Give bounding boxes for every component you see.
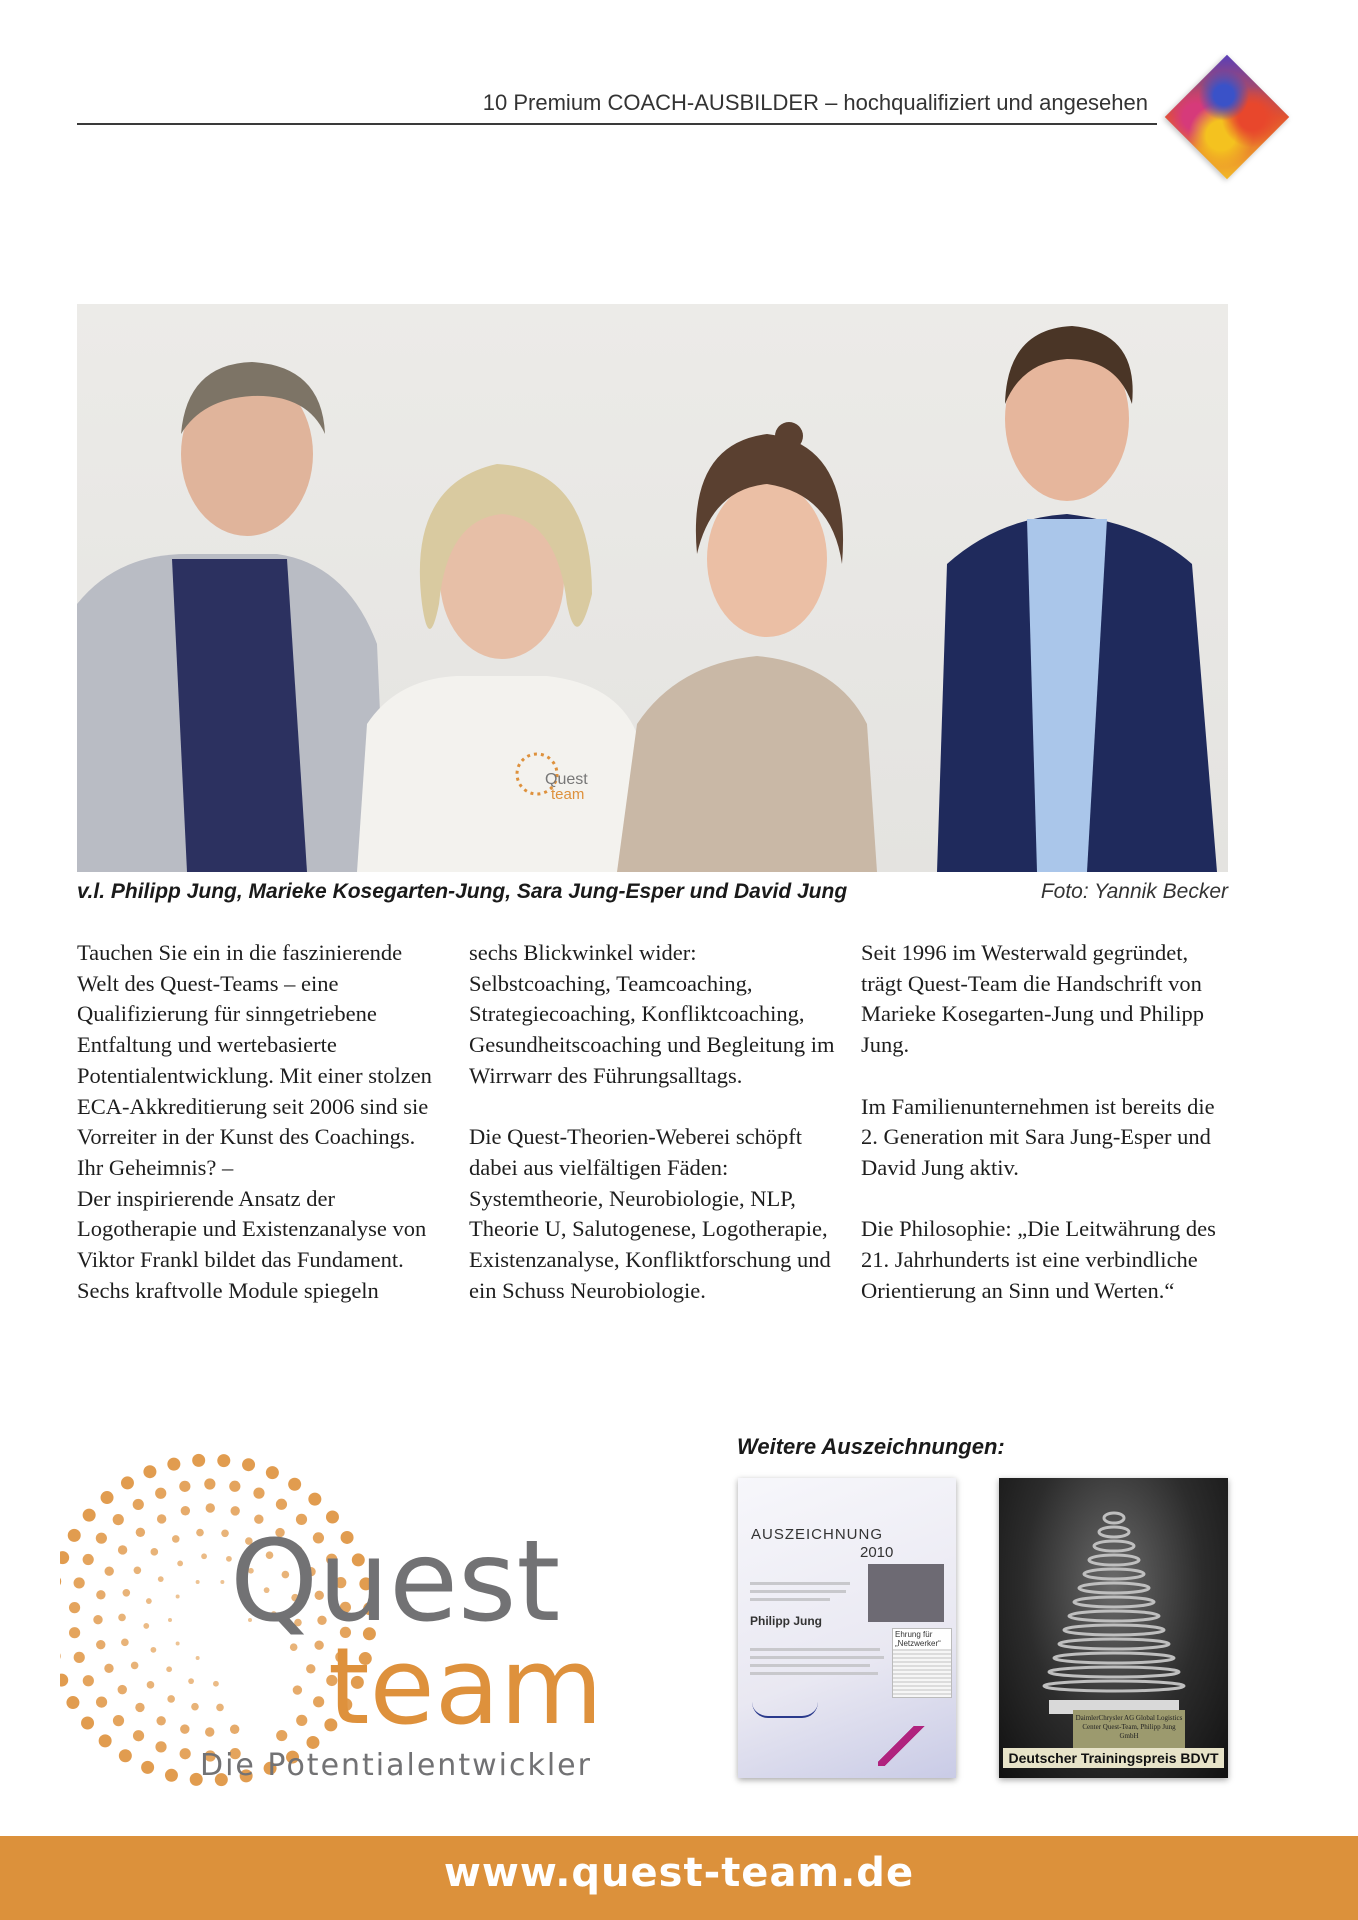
logo-dot <box>104 1664 113 1673</box>
logo-dot <box>196 1529 204 1537</box>
column-3-paragraph-3: Die Philosophie: „Die Leitwährung des 21. Jahrhunderts ist eine verbindliche Orientierung an Sinn und Werten.“ <box>861 1216 1216 1303</box>
logo-dot <box>180 1748 191 1759</box>
logo-dot <box>121 1476 134 1489</box>
person-philipp-jung <box>77 362 387 872</box>
certificate-recipient: Philipp Jung <box>750 1614 822 1628</box>
logo-dot <box>181 1506 190 1515</box>
trophy-coil <box>1099 1527 1129 1537</box>
header-divider <box>77 123 1157 125</box>
logo-dot <box>60 1650 61 1663</box>
trophy-coil <box>1074 1597 1154 1607</box>
trophy-coil <box>1089 1555 1139 1565</box>
certificate-year: 2010 <box>860 1544 894 1561</box>
logo-dot <box>74 1577 85 1588</box>
logo-dot <box>216 1704 224 1712</box>
logo-dot <box>68 1529 81 1542</box>
logo-dot <box>81 1716 94 1729</box>
column-1-paragraph: Tauchen Sie ein in die faszinierende Welt des Quest-Teams – eine Qualifizierung für sinngetriebene Entfaltung und wertebasierte Potentialentwicklung. Mit einer stolzen ECA-Akkreditierung seit 2006 sind sie Vorreiter in der Kunst des Coachings. Ihr Geheimnis? – Der inspirierende Ansatz der Logotherapie und Existenzanalyse von Viktor Frankl bildet das Fundament. Sechs kraftvolle Module spiegeln <box>77 940 432 1303</box>
logo-dot <box>101 1491 114 1504</box>
logo-dot <box>213 1681 219 1687</box>
logo-dot <box>151 1548 159 1556</box>
logo-dot <box>157 1514 166 1523</box>
photo-credit: Foto: Yannik Becker <box>1040 880 1228 903</box>
trophy-label: Deutscher Trainingspreis BDVT <box>999 1748 1228 1768</box>
logo-tagline: Die Potentialentwickler <box>200 1748 592 1783</box>
logo-dot <box>99 1734 112 1747</box>
trophy-coil <box>1084 1569 1144 1579</box>
column-2-paragraph-1: sechs Blickwinkel wider: Selbstcoaching, Teamcoaching, Strategiecoaching, Konfliktcoaching, Gesundheitscoaching und Begleitung im Wirrwarr des Führungsalltags. <box>469 940 835 1088</box>
logo-dot <box>118 1545 127 1554</box>
logo-dot <box>253 1488 264 1499</box>
footer-bar <box>0 1836 1358 1920</box>
logo-dot <box>135 1703 144 1712</box>
award-certificate-2010 <box>738 1478 956 1778</box>
text-column-3 <box>861 938 1231 1306</box>
trophy-coil <box>1079 1583 1149 1593</box>
logo-dot <box>229 1481 240 1492</box>
awards-heading: Weitere Auszeichnungen: <box>737 1434 1005 1459</box>
logo-dot <box>230 1506 239 1515</box>
logo-dot <box>177 1560 183 1566</box>
logo-dot <box>74 1652 85 1663</box>
logo-dot <box>118 1614 126 1622</box>
signature <box>752 1702 818 1718</box>
team-photo-illustration <box>77 304 1228 872</box>
logo-dot <box>165 1769 178 1782</box>
person-david-jung <box>937 326 1217 872</box>
person-sara-jung-esper <box>617 422 877 872</box>
logo-word-quest: Quest <box>230 1517 561 1647</box>
logo-dot <box>83 1509 96 1522</box>
logo-dot <box>230 1725 239 1734</box>
trophy-coil <box>1069 1611 1159 1621</box>
logo-dot <box>113 1715 124 1726</box>
trophy-coil <box>1049 1667 1179 1677</box>
certificate-news-clipping: Ehrung für „Netzwerker“ <box>892 1628 952 1698</box>
trophy-coil <box>1054 1653 1174 1663</box>
logo-dot <box>143 1465 156 1478</box>
logo-dot <box>150 1647 156 1653</box>
logo-dot <box>83 1554 94 1565</box>
logo-dot <box>176 1594 180 1598</box>
logo-dot <box>143 1623 149 1629</box>
logo-dot <box>168 1618 172 1622</box>
logo-dot <box>131 1662 139 1670</box>
logo-dot <box>105 1566 114 1575</box>
quest-team-logo <box>60 1440 620 1800</box>
logo-dot <box>201 1553 207 1559</box>
logo-dot <box>204 1478 215 1489</box>
logo-dot <box>179 1481 190 1492</box>
trophy-coil <box>1044 1681 1184 1691</box>
logo-dot <box>147 1681 155 1689</box>
logo-dot <box>293 1685 302 1694</box>
team-photo <box>77 304 1228 872</box>
logo-dot <box>141 1761 154 1774</box>
logo-dot <box>192 1454 205 1467</box>
logo-dot <box>113 1514 124 1525</box>
logo-dot <box>136 1528 145 1537</box>
logo-dot <box>188 1678 194 1684</box>
logo-dot <box>60 1674 68 1687</box>
logo-dot <box>220 1580 224 1584</box>
logo-dot <box>96 1533 107 1544</box>
logo-dot <box>60 1575 61 1588</box>
person-marieke-kosegarten-jung <box>357 464 652 872</box>
column-3-paragraph-2: Im Familienunternehmen ist bereits die 2. Generation mit Sara Jung-Esper und David Jung aktiv. <box>861 1093 1215 1180</box>
logo-dot <box>69 1602 80 1613</box>
logo-dot <box>276 1730 287 1741</box>
logo-dot <box>172 1535 180 1543</box>
logo-dot <box>121 1639 129 1647</box>
logo-dot <box>196 1656 200 1660</box>
logo-dot <box>156 1716 165 1725</box>
logo-dot <box>206 1503 215 1512</box>
logo-dot <box>221 1529 229 1537</box>
logo-dot <box>66 1696 79 1709</box>
logo-dot <box>155 1488 166 1499</box>
logo-dot <box>205 1727 214 1736</box>
logo-dot <box>96 1640 105 1649</box>
logo-dot <box>123 1589 131 1597</box>
logo-dot <box>118 1685 127 1694</box>
logo-dot <box>180 1724 189 1733</box>
photo-caption <box>77 880 1228 908</box>
logo-dot <box>69 1627 80 1638</box>
logo-dot <box>288 1478 301 1491</box>
certificate-photo <box>868 1564 944 1622</box>
logo-dot <box>166 1666 172 1672</box>
colorful-diamond-icon <box>1165 55 1289 179</box>
trophy-coil <box>1094 1541 1134 1551</box>
logo-dot <box>146 1598 152 1604</box>
trophy-coil <box>1104 1513 1124 1523</box>
logo-dot <box>158 1576 164 1582</box>
svg-text:Quest: Quest <box>545 771 588 788</box>
logo-dot <box>242 1458 255 1471</box>
logo-dot <box>60 1551 69 1564</box>
quest-team-logo-graphic <box>60 1440 620 1800</box>
logo-dot <box>96 1696 107 1707</box>
logo-dot <box>83 1675 94 1686</box>
logo-dot <box>191 1703 199 1711</box>
wirtschaftsforum-logo-icon <box>878 1726 928 1766</box>
logo-dot <box>313 1696 324 1707</box>
certificate-heading: AUSZEICHNUNG <box>751 1526 884 1543</box>
website-url[interactable]: www.quest-team.de <box>443 1850 915 1896</box>
logo-dot <box>176 1642 180 1646</box>
trophy-plaque: DaimlerChrysler AG Global Logistics Center Quest-Team, Philipp Jung GmbH <box>1073 1710 1185 1748</box>
logo-dot <box>119 1749 132 1762</box>
caption-names: v.l. Philipp Jung, Marieke Kosegarten-Jung, Sara Jung-Esper und David Jung <box>77 880 848 903</box>
logo-word-team: team <box>328 1625 603 1748</box>
trophy-coil <box>1064 1625 1164 1635</box>
logo-dot <box>96 1590 105 1599</box>
column-3-paragraph-1: Seit 1996 im Westerwald gegründet, trägt Quest-Team die Handschrift von Marieke Kosegarten-Jung und Philipp Jung. <box>861 940 1205 1058</box>
logo-dot <box>308 1493 321 1506</box>
logo-dot <box>167 1695 175 1703</box>
text-column-2 <box>469 938 839 1306</box>
logo-dot <box>93 1615 102 1624</box>
trophy-coil <box>1059 1639 1169 1649</box>
logo-dot <box>133 1730 144 1741</box>
column-2-paragraph-2: Die Quest-Theorien-Weberei schöpft dabei aus vielfältigen Fäden: Systemtheorie, Neurobiologie, NLP, Theorie U, Salutogenese, Logotherapie, Existenzanalyse, Konfliktforschung und ein Schuss Neurobiologie. <box>469 1124 831 1303</box>
logo-dot <box>266 1466 279 1479</box>
logo-dot <box>167 1458 180 1471</box>
logo-dot <box>196 1580 200 1584</box>
page-header-title: 10 Premium COACH-AUSBILDER – hochqualifiziert und angesehen <box>482 90 1148 115</box>
text-column-1 <box>77 938 447 1306</box>
logo-dot <box>306 1664 315 1673</box>
svg-text:team: team <box>551 786 585 803</box>
logo-dot <box>217 1454 230 1467</box>
logo-dot <box>296 1715 307 1726</box>
logo-dot <box>133 1499 144 1510</box>
logo-dot <box>276 1499 287 1510</box>
logo-dot <box>155 1741 166 1752</box>
logo-dot <box>134 1567 142 1575</box>
award-trophy <box>999 1478 1228 1778</box>
